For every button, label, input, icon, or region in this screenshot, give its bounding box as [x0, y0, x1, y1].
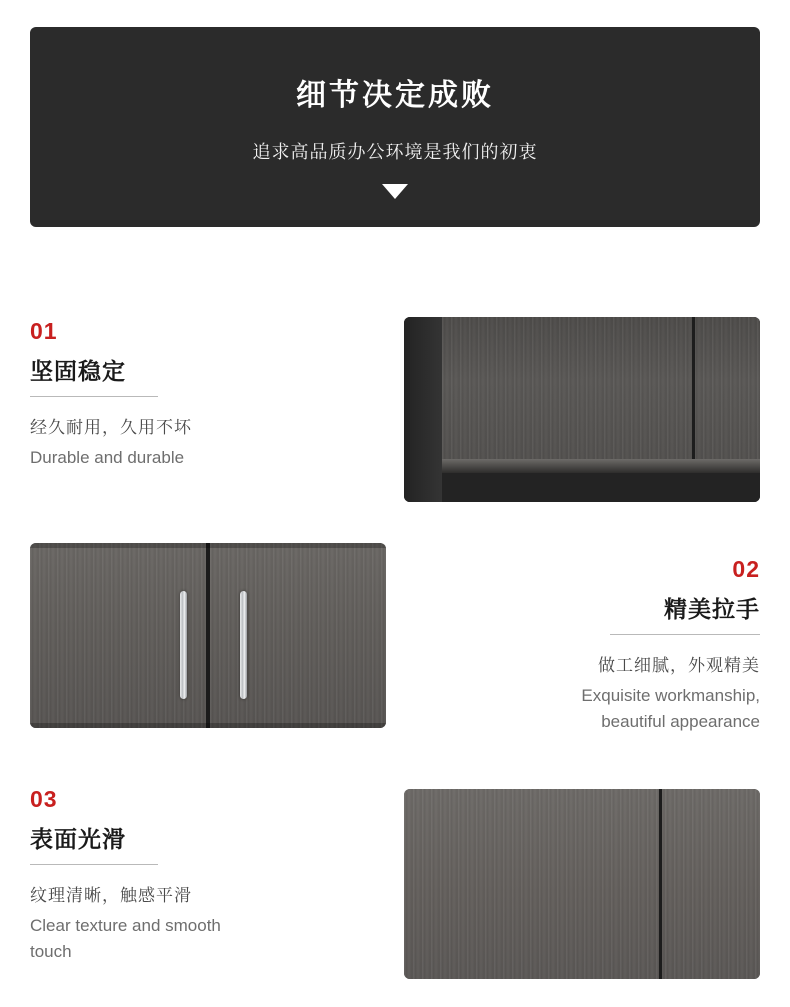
feature-block-01 — [30, 318, 360, 470]
hero-title: 细节决定成败 — [296, 79, 494, 112]
feature-number: 02 — [732, 556, 760, 582]
cabinet-door-right — [210, 543, 386, 728]
feature-en-text-line1: Clear texture and smooth — [30, 916, 221, 935]
feature-number: 03 — [30, 786, 58, 812]
feature-cn-text: 纹理清晰，触感平滑 — [30, 886, 192, 905]
cabinet-interior-shadow — [442, 473, 760, 502]
cabinet-handles-photo — [30, 543, 386, 728]
feature-cn-text: 经久耐用，久用不坏 — [30, 418, 192, 437]
door-seam — [692, 317, 695, 459]
wood-grain-texture — [404, 789, 760, 979]
cabinet-upper-doors-photo — [404, 317, 760, 502]
door-handle-left — [180, 591, 187, 699]
wood-grain-texture — [442, 317, 760, 459]
feature-heading: 坚固稳定 — [30, 358, 126, 384]
feature-block-03 — [30, 786, 380, 964]
panel-seam — [659, 789, 662, 979]
feature-en-text-line2: beautiful appearance — [601, 711, 760, 731]
hero-subtitle: 追求高品质办公环境是我们的初衷 — [252, 142, 538, 162]
feature-en-text-line2: touch — [30, 941, 72, 961]
cabinet-panel — [404, 789, 760, 979]
divider — [30, 396, 158, 397]
cabinet-shelf-edge — [442, 459, 760, 473]
hero-banner — [30, 27, 760, 227]
cabinet-side-panel — [404, 317, 442, 502]
feature-cn-text: 做工细腻，外观精美 — [598, 656, 760, 675]
feature-en-text-line1: Exquisite workmanship, — [581, 686, 760, 705]
feature-heading: 精美拉手 — [664, 596, 760, 622]
divider — [30, 864, 158, 865]
divider — [610, 634, 760, 635]
feature-heading: 表面光滑 — [30, 826, 126, 852]
feature-block-02 — [410, 556, 760, 734]
photo-bottom-shadow — [30, 723, 386, 728]
triangle-down-icon — [382, 184, 408, 199]
cabinet-surface-photo — [404, 789, 760, 979]
wood-grain-texture — [210, 543, 386, 728]
feature-en-text: Durable and durable — [30, 448, 185, 467]
cabinet-doors — [442, 317, 760, 459]
door-handle-right — [240, 591, 247, 699]
photo-top-shadow — [30, 543, 386, 548]
door-seam — [206, 543, 210, 728]
feature-number: 01 — [30, 318, 58, 344]
